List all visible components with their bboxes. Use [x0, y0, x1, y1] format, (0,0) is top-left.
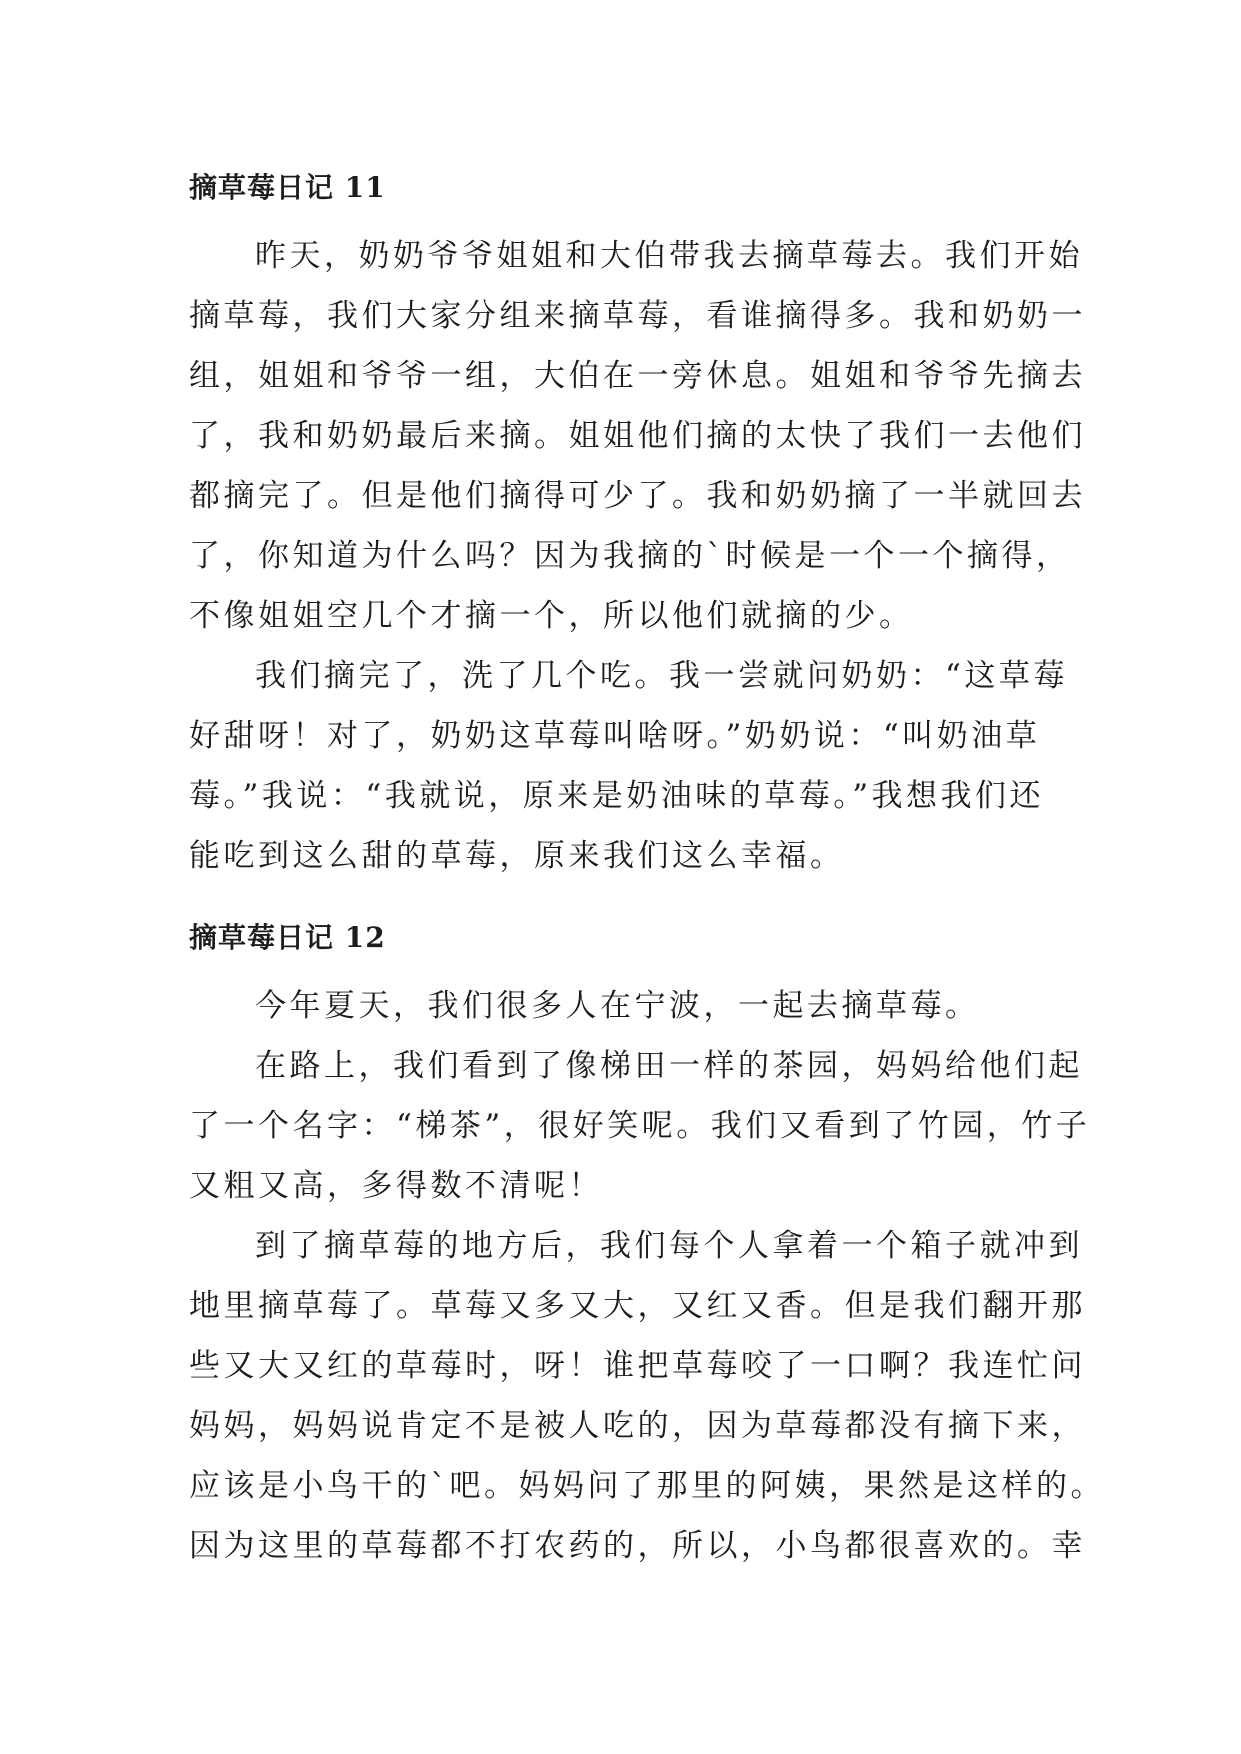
paragraph — [189, 1216, 1105, 1576]
entry-title: 摘草莓日记 12 — [189, 921, 386, 954]
text-line: 都摘完了。但是他们摘得可少了。我和奶奶摘了一半就回去 — [189, 478, 1086, 514]
text-line: 组，姐姐和爷爷一组，大伯在一旁休息。姐姐和爷爷先摘去 — [189, 358, 1086, 394]
text-line: 地里摘草莓了。草莓又多又大，又红又香。但是我们翻开那 — [189, 1288, 1086, 1324]
text-line: 好甜呀！对了，奶奶这草莓叫啥呀。”奶奶说：“叫奶油草 — [189, 718, 1041, 754]
text-line: 摘草莓，我们大家分组来摘草莓，看谁摘得多。我和奶奶一 — [189, 298, 1086, 334]
text-line: 莓。”我说：“我就说，原来是奶油味的草莓。”我想我们还 — [189, 778, 1045, 814]
diary-entry-11 — [189, 168, 1086, 886]
text-line: 了，我和奶奶最后来摘。姐姐他们摘的太快了我们一去他们 — [189, 418, 1086, 454]
paragraph — [189, 1036, 1091, 1216]
text-line: 应该是小鸟干的`吧。妈妈问了那里的阿姨，果然是这样的。 — [189, 1468, 1105, 1504]
diary-entry-12 — [189, 918, 1105, 1576]
text-line: 昨天，奶奶爷爷姐姐和大伯带我去摘草莓去。我们开始 — [255, 238, 1083, 274]
paragraph — [189, 646, 1069, 886]
text-line: 妈妈，妈妈说肯定不是被人吃的，因为草莓都没有摘下来， — [189, 1408, 1086, 1444]
entry-body — [189, 226, 1086, 886]
entry-body — [189, 976, 1105, 1576]
text-line: 到了摘草莓的地方后，我们每个人拿着一个箱子就冲到 — [255, 1228, 1083, 1264]
text-line: 在路上，我们看到了像梯田一样的茶园，妈妈给他们起 — [255, 1048, 1083, 1084]
text-line: 因为这里的草莓都不打农药的，所以，小鸟都很喜欢的。幸 — [189, 1528, 1086, 1564]
text-line: 些又大又红的草莓时，呀！谁把草莓咬了一口啊？我连忙问 — [189, 1348, 1086, 1384]
text-line: 了一个名字：“梯茶”，很好笑呢。我们又看到了竹园，竹子 — [189, 1108, 1091, 1144]
text-line: 了，你知道为什么吗？因为我摘的`时候是一个一个摘得， — [189, 538, 1071, 574]
text-line: 又粗又高，多得数不清呢！ — [189, 1168, 603, 1204]
paragraph — [189, 976, 1069, 1036]
text-line: 今年夏天，我们很多人在宁波，一起去摘草莓。 — [255, 988, 980, 1024]
paragraph — [189, 226, 1086, 646]
text-line: 不像姐姐空几个才摘一个，所以他们就摘的少。 — [189, 598, 914, 634]
text-line: 我们摘完了，洗了几个吃。我一尝就问奶奶：“这草莓 — [255, 658, 1068, 694]
text-line: 能吃到这么甜的草莓，原来我们这么幸福。 — [189, 838, 845, 874]
entry-title: 摘草莓日记 11 — [189, 171, 386, 204]
